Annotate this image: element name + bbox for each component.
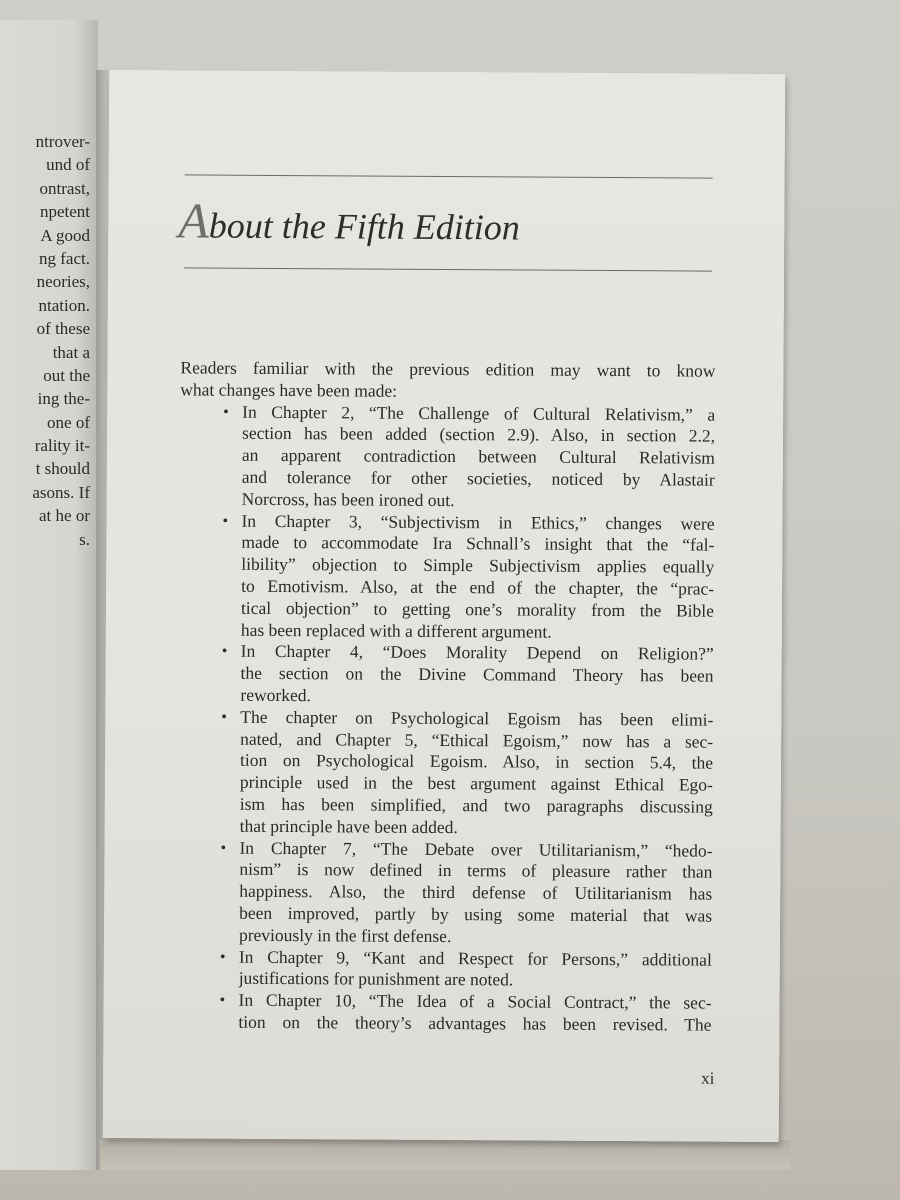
right-page xyxy=(103,70,786,1142)
left-page-line: out the xyxy=(43,365,90,385)
bullet-icon: • xyxy=(221,708,227,726)
text-line: made to accommodate Ira Schnall’s insight that the “fal- xyxy=(241,532,715,556)
page-number: xi xyxy=(701,1068,715,1088)
book-bottom-edge xyxy=(100,1140,790,1170)
text-line: section has been added (section 2.9). Also, in section 2.2, xyxy=(241,423,716,447)
bullet-icon: • xyxy=(223,403,229,421)
text-line: Readers familiar with the previous edition may want to know xyxy=(180,357,716,381)
left-page xyxy=(0,20,98,1170)
text-line: tical objection” to getting one’s morality from the Bible xyxy=(240,597,715,621)
left-page-line: s. xyxy=(79,529,90,549)
page-title xyxy=(178,190,520,257)
text-line: tion on the theory’s advantages has been revised. The xyxy=(238,1011,712,1035)
text-line: tion on Psychological Egoism. Also, in section 5.4, the xyxy=(239,750,714,773)
bullet-icon: • xyxy=(222,512,229,530)
text-line: that principle have been added. xyxy=(239,815,458,837)
left-page-line: ing the- xyxy=(37,389,90,409)
text-line: In Chapter 3, “Subjectivism in Ethics,” changes were xyxy=(241,510,715,534)
bullet-icon: • xyxy=(219,948,226,966)
left-page-line: at he or xyxy=(39,506,90,526)
text-line: libility” objection to Simple Subjectivism applies equally xyxy=(241,553,715,577)
left-page-line: of these xyxy=(36,319,90,339)
text-line: In Chapter 7, “The Debate over Utilitarianism,” “hedo- xyxy=(239,837,713,861)
left-page-text xyxy=(32,130,90,551)
text-line: ism has been simplified, and two paragraphs discussing xyxy=(239,793,713,817)
text-line: In Chapter 2, “The Challenge of Cultural Relativism,” a xyxy=(242,401,716,425)
list-item xyxy=(178,641,713,710)
text-line: reworked. xyxy=(240,684,311,706)
left-page-line: ontrast, xyxy=(39,178,90,198)
list-item xyxy=(176,989,711,1036)
text-line: what changes have been made: xyxy=(180,379,398,401)
text-line: principle used in the best argument against Ethical Ego- xyxy=(239,771,713,795)
left-page-line: t should xyxy=(35,459,90,479)
left-page-line: A good xyxy=(40,225,90,245)
text-line: an apparent contradiction between Cultural Relativism xyxy=(241,444,715,468)
text-line: In Chapter 10, “The Idea of a Social Contract,” the sec- xyxy=(238,989,712,1013)
body-text xyxy=(176,357,715,1036)
left-page-line: asons. If xyxy=(32,482,90,502)
bullet-icon: • xyxy=(220,839,227,857)
text-line: the section on the Divine Command Theory has been xyxy=(240,662,714,686)
title-text: bout the Fifth Edition xyxy=(208,205,520,248)
text-line: nism” is now defined in terms of pleasure rather than xyxy=(239,859,713,882)
left-page-line: npetent xyxy=(39,202,90,222)
left-page-line: und of xyxy=(46,155,90,175)
left-page-line: neories, xyxy=(36,272,90,292)
left-page-line: rality it- xyxy=(34,436,90,456)
title-rule-top xyxy=(185,174,713,178)
text-line: to Emotivism. Also, at the end of the chapter, the “prac- xyxy=(241,575,715,599)
list-item xyxy=(178,706,714,840)
text-line: previously in the first defense. xyxy=(238,924,452,946)
text-line: The chapter on Psychological Egoism has been elimi- xyxy=(240,706,714,730)
list-item xyxy=(180,401,716,513)
list-item xyxy=(177,946,712,993)
text-line: nated, and Chapter 5, “Ethical Egoism,” now has a sec- xyxy=(240,728,714,752)
text-line: In Chapter 4, “Does Morality Depend on Religion?” xyxy=(240,641,714,665)
bullet-icon: • xyxy=(221,643,228,661)
title-drop-initial: A xyxy=(178,192,210,249)
text-line: happiness. Also, the third defense of Utilitarianism has xyxy=(239,880,713,904)
text-line: been improved, partly by using some material that was xyxy=(239,902,713,926)
text-line: In Chapter 9, “Kant and Respect for Persons,” additional xyxy=(238,946,712,970)
text-line: Norcross, has been ironed out. xyxy=(241,488,455,510)
text-line: justifications for punishment are noted. xyxy=(238,968,514,990)
left-page-line: ng fact. xyxy=(39,248,90,268)
text-line: and tolerance for other societies, noticed by Alastair xyxy=(241,466,715,490)
text-line: has been replaced with a different argument. xyxy=(240,619,552,642)
left-page-line: that a xyxy=(52,342,90,362)
list-item xyxy=(179,510,715,644)
title-rule-bottom xyxy=(184,267,712,271)
list-item xyxy=(177,837,713,949)
left-page-line: ntrover- xyxy=(35,132,90,151)
bullet-icon: • xyxy=(219,991,226,1009)
changes-list xyxy=(176,401,715,1036)
left-page-line: one of xyxy=(47,412,90,432)
intro-paragraph xyxy=(180,357,715,404)
left-page-line: ntation. xyxy=(38,295,90,315)
